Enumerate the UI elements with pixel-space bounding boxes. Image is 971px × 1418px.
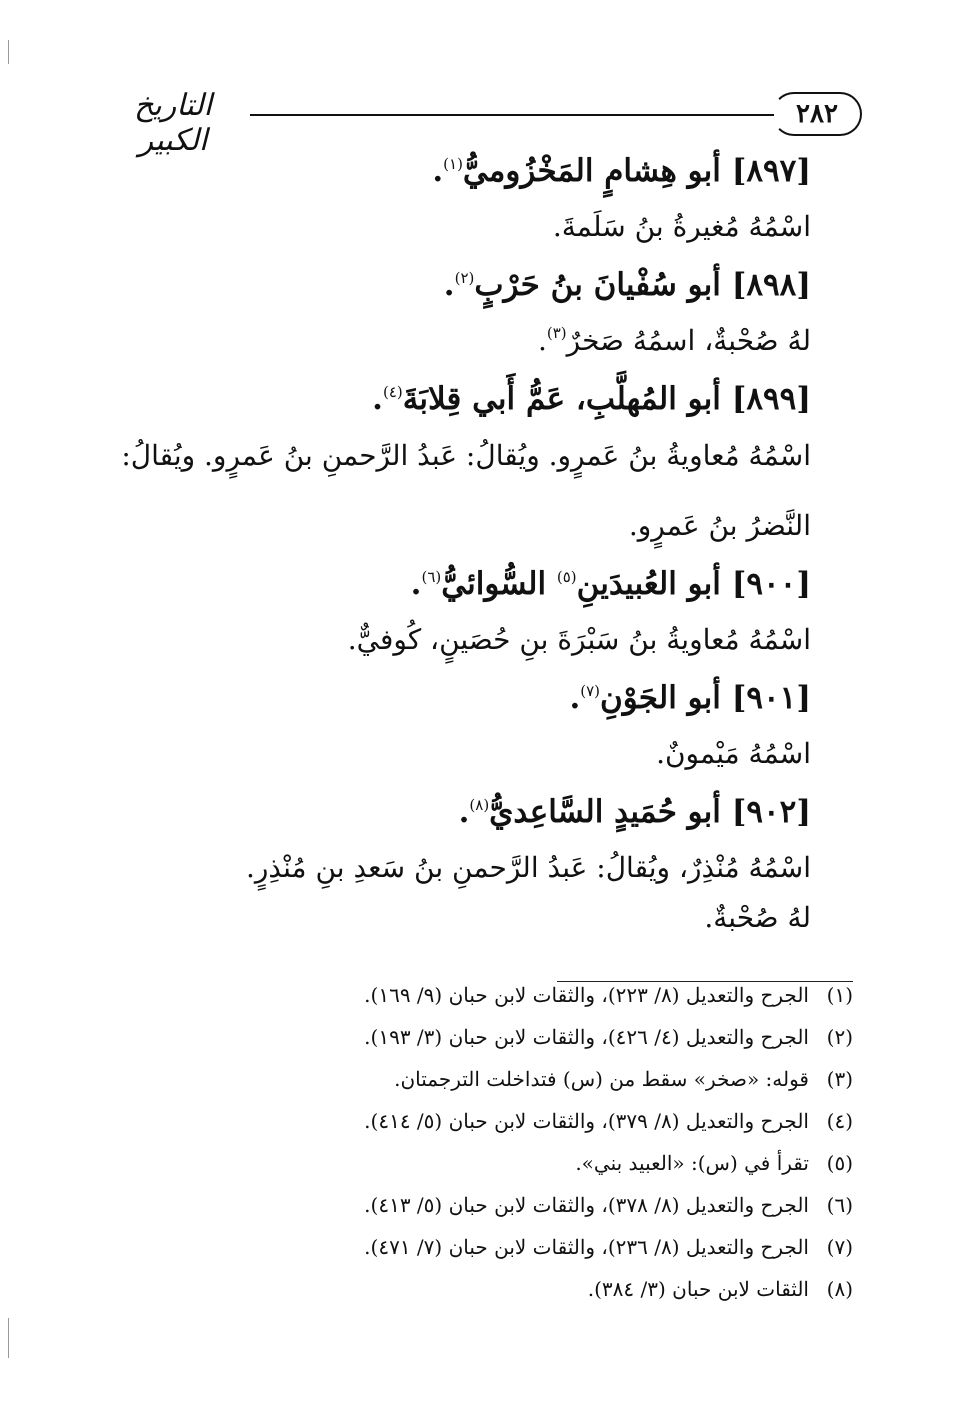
entry-heading-text: [٩٠٠] أبو العُبيدَينِ [576,566,811,602]
footnote-item [110,1022,853,1064]
running-title: التاريخ الكبير [134,88,212,158]
footnote-number: (٦) [826,1193,853,1217]
entry-body-line [110,321,811,378]
entry-heading [110,677,811,734]
entry-body-text: لهُ صُحْبةٌ، اسمُهُ صَخرٌ [566,324,811,357]
footnote-text: تقرأ في (س): «العبيد بني». [575,1151,809,1175]
footnote-number: (٨) [826,1277,853,1301]
footnote-ref: (٦) [421,568,442,586]
entry-heading [110,563,811,620]
footnote-text: الثقات لابن حبان (٣/ ٣٨٤). [587,1277,809,1301]
footnote-number: (١) [826,983,853,1007]
footnote-number: (٢) [826,1025,853,1049]
footnote-ref: (٤) [382,383,403,401]
footnote-ref: (٥) [556,568,577,586]
footnote-number: (٣) [826,1067,853,1091]
footnote-number: (٤) [826,1109,853,1133]
main-text [110,150,811,955]
entry-heading-end: . [410,566,422,602]
entry-heading-end: . [443,267,455,303]
footnote-item [110,1148,853,1190]
entry-heading-text: [٩٠١] أبو الجَوْنِ [600,680,811,716]
footnote-text: الجرح والتعديل (٨/ ٣٧٨)، والثقات لابن حبان (٥/ ٤١٣). [364,1193,809,1217]
footnote-item [110,980,853,1022]
footnote-number: (٧) [826,1235,853,1259]
footnote-number: (٥) [826,1151,853,1175]
header-rule [250,114,774,116]
entry-body-line: اسْمُهُ مُنْذِرٌ، ويُقالُ: عَبدُ الرَّحمنِ بنُ سَعدِ بنِ مُنْذِرٍ. [245,851,811,884]
footnote-text: قوله: «صخر» سقط من (س) فتداخلت الترجمتان. [394,1067,809,1091]
scan-edge-mark [8,40,9,64]
entry-heading-text: السُّوائيُّ [441,566,557,602]
entry-heading-end: . [458,794,470,830]
entry-heading-text: [٨٩٧] أبو هِشامٍ المَخْزُوميُّ [462,153,811,189]
footnote-item [110,1106,853,1148]
footnote-item [110,1232,853,1274]
entry-body-line: اسْمُهُ مُعاويةُ بنُ عَمرٍو. ويُقالُ: عَبدُ الرَّحمنِ بنُ عَمرٍو. ويُقالُ: النَّضرُ بنُ عَمرٍو. [121,439,811,542]
scan-edge-mark [8,1318,9,1358]
footnote-item [110,1064,853,1106]
footnote-ref: (٧) [580,682,601,700]
entry-heading-end: . [372,381,383,417]
footnote-text: الجرح والتعديل (٨/ ٣٧٩)، والثقات لابن حبان (٥/ ٤١٤). [364,1109,809,1133]
entry-body-end: . [537,324,547,357]
entry-body-line: اسْمُهُ مُغيرةُ بنُ سَلَمةَ. [552,210,811,243]
footnote-item [110,1190,853,1232]
entry-body-line: اسْمُهُ مُعاويةُ بنُ سَبْرَةَ بنِ حُصَينٍ، كُوفيٌّ. [347,623,811,656]
page-header [100,82,862,158]
footnote-text: الجرح والتعديل (٤/ ٤٢٦)، والثقات لابن حبان (٣/ ١٩٣). [364,1025,809,1049]
footnote-ref: (٢) [454,269,475,287]
entry-heading [110,264,811,321]
footnote-ref: (٣) [546,324,567,342]
entry-heading-text: [٨٩٩] أبو المُهلَّبِ، عَمُّ أَبي قِلابَةَ [402,381,811,417]
entry-body-line: لهُ صُحْبةٌ. [704,901,811,934]
entry-heading [110,150,811,207]
entry-heading [110,791,811,848]
entry-body-line: اسْمُهُ مَيْمونٌ. [656,737,811,770]
footnotes [110,980,853,1316]
page-number-badge: ٢٨٢ [772,92,862,136]
entry-heading-text: [٨٩٨] أبو سُفْيانَ بنُ حَرْبٍ [474,267,811,303]
footnote-text: الجرح والتعديل (٨/ ٢٣٦)، والثقات لابن حبان (٧/ ٤٧١). [364,1235,809,1259]
footnote-item [110,1274,853,1316]
entry-heading-end: . [569,680,581,716]
entry-heading-text: [٩٠٢] أبو حُمَيدٍ السَّاعِديُّ [489,794,811,830]
footnote-ref: (٨) [469,796,490,814]
footnote-ref: (١) [443,155,463,173]
entry-heading-end: . [432,153,444,189]
footnote-text: الجرح والتعديل (٨/ ٢٢٣)، والثقات لابن حبان (٩/ ١٦٩). [364,983,809,1007]
